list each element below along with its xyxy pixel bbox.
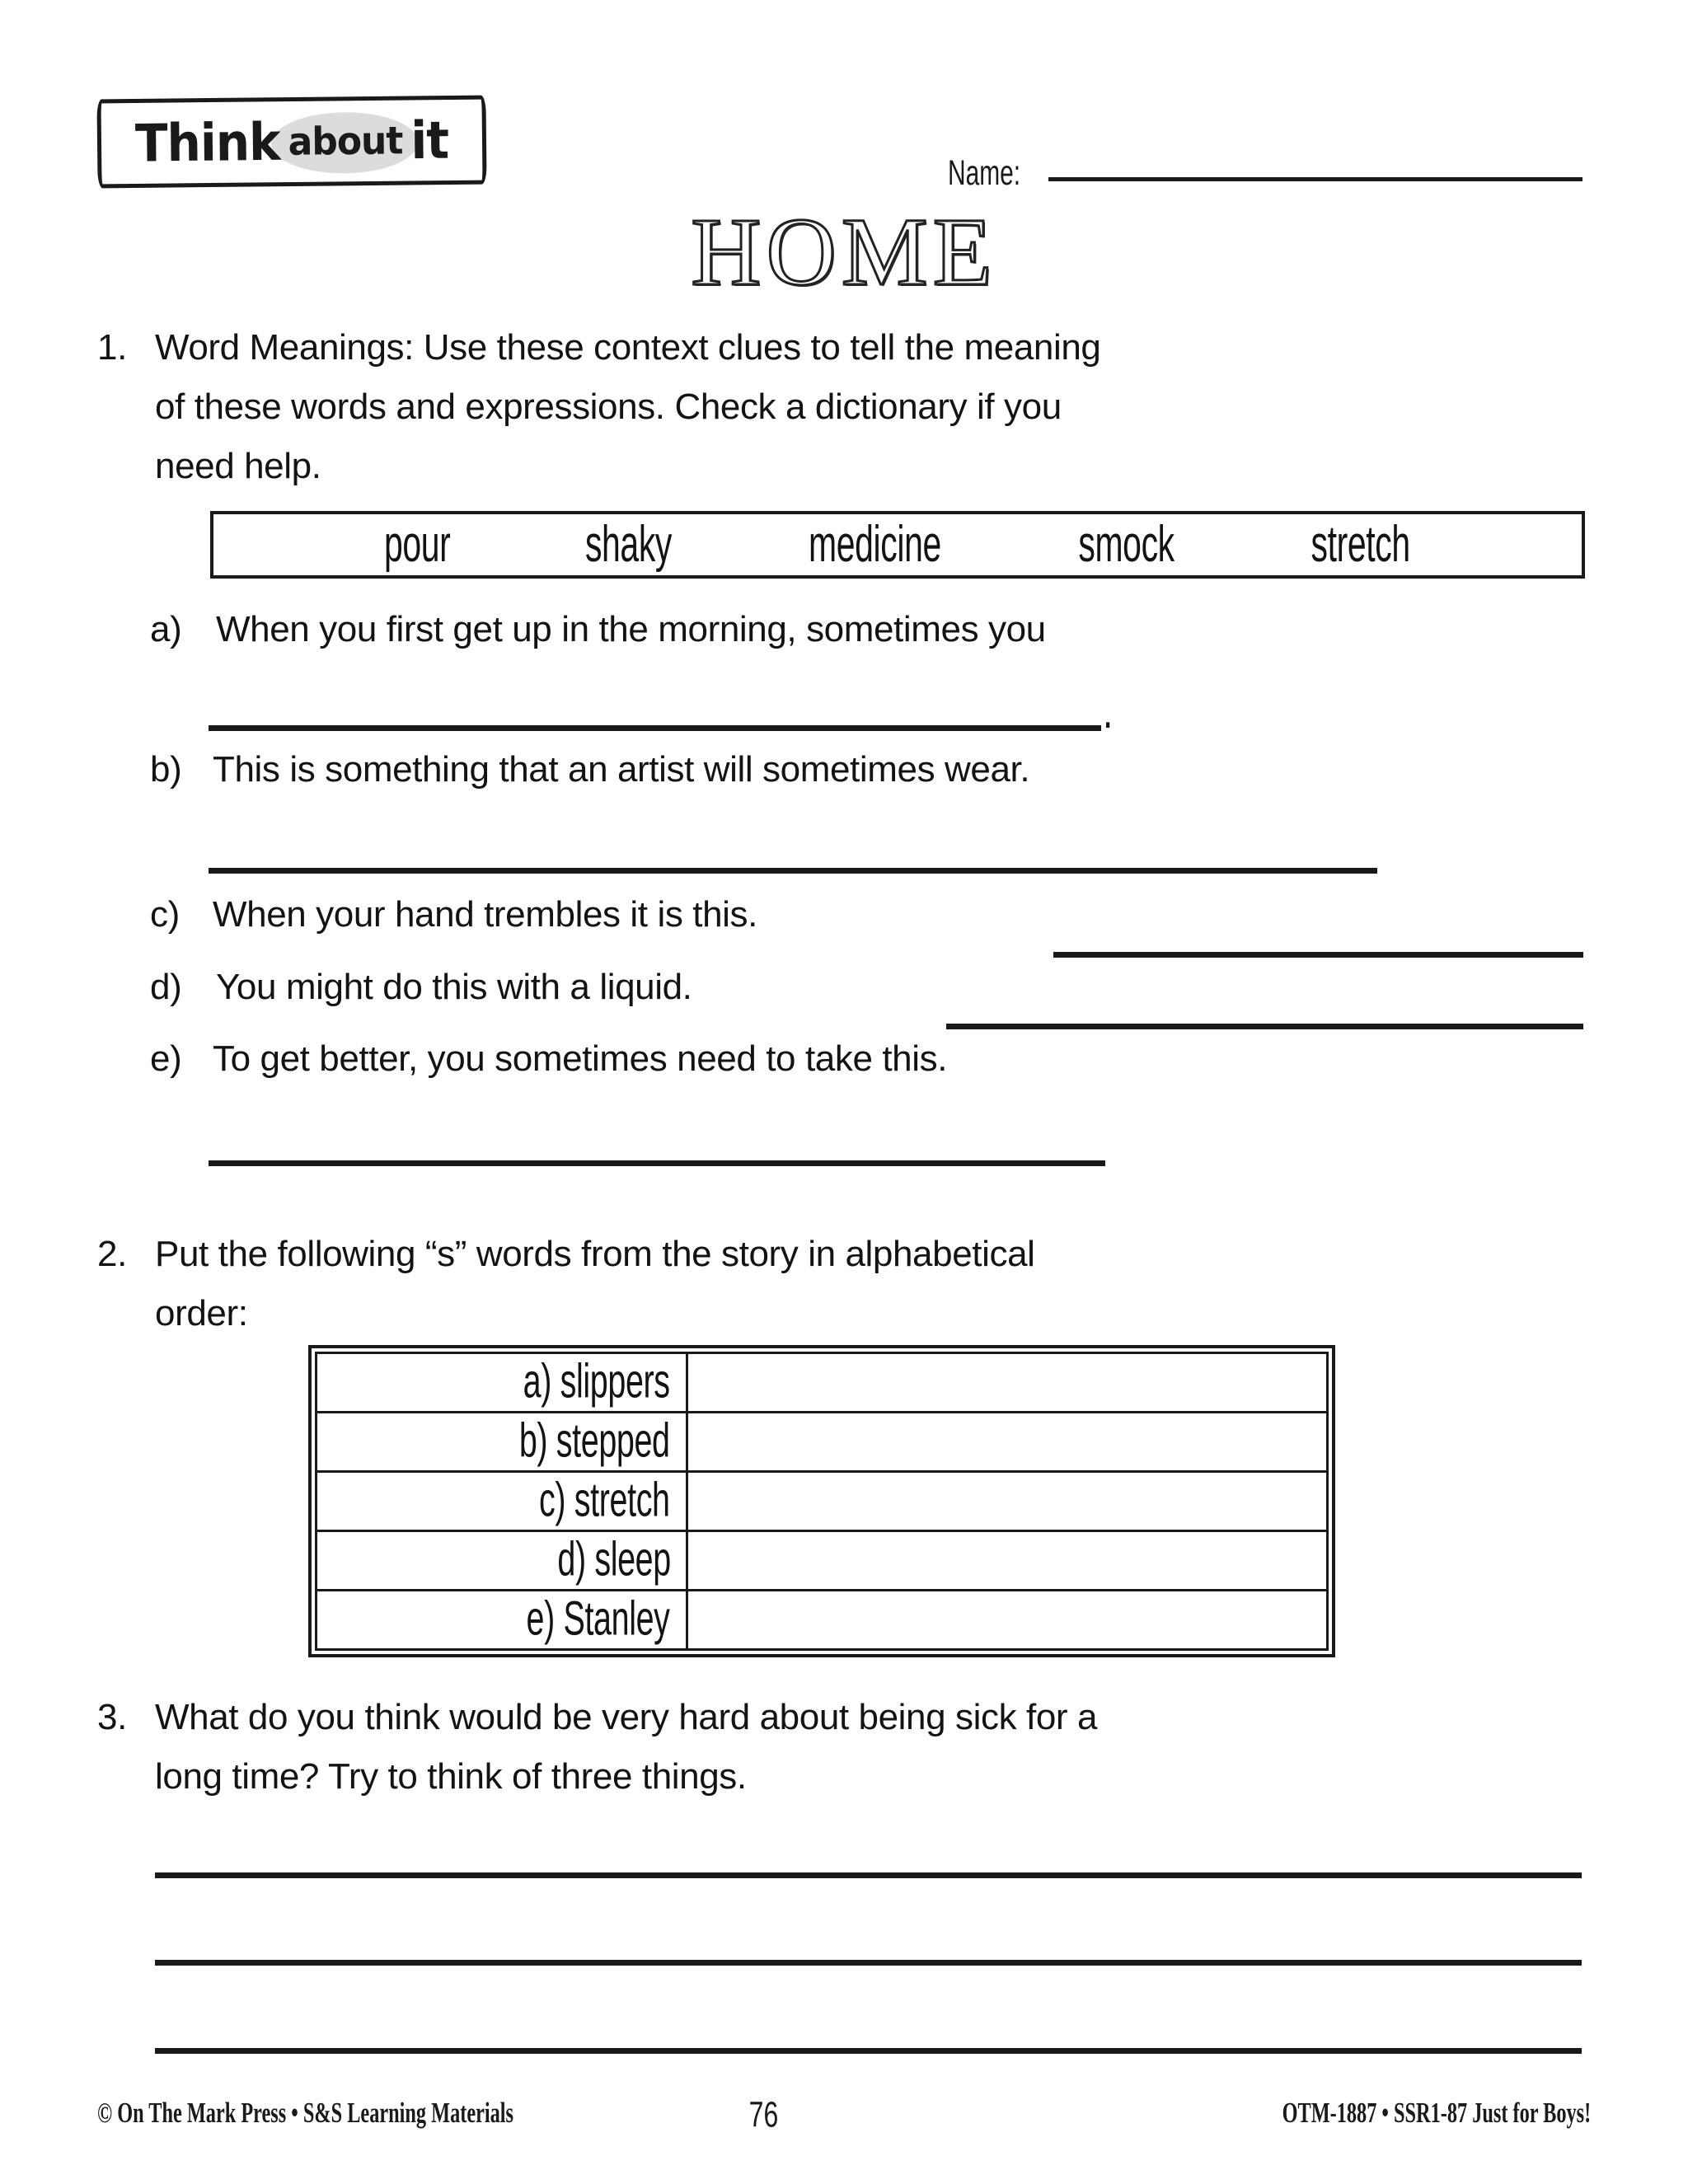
name-field-row [948, 153, 1582, 194]
table-row [316, 1591, 1328, 1650]
word-bank-item: medicine [809, 515, 941, 574]
question-1-item-d-text: You might do this with a liquid. [216, 967, 692, 1007]
table-row [316, 1353, 1328, 1413]
question-1-item-e-text: To get better, you sometimes need to take this. [213, 1038, 948, 1079]
badge-word-about: about [288, 118, 403, 164]
table-cell-answer[interactable] [687, 1591, 1328, 1650]
word-bank-item: pour [384, 515, 451, 574]
footer-copyright: © On The Mark Press • S&S Learning Materials [97, 2096, 514, 2129]
question-1-item-e-answer-line[interactable] [209, 1160, 1105, 1166]
table-cell-answer[interactable] [687, 1353, 1328, 1413]
question-1-item-c-answer-line[interactable] [1053, 952, 1583, 958]
question-3-prompt-line-1: What do you think would be very hard about being sick for a [155, 1697, 1098, 1737]
question-1-item-c-label: c) [150, 894, 180, 935]
word-bank-box [210, 511, 1585, 579]
question-1-item-d-answer-line[interactable] [946, 1024, 1583, 1029]
name-label: Name: [948, 153, 1021, 193]
question-1-prompt-line-1: Word Meanings: Use these context clues to tell the meaning [155, 327, 1101, 368]
word-bank-item: smock [1078, 515, 1175, 574]
question-3-prompt-line-2: long time? Try to think of three things. [155, 1756, 747, 1797]
question-1-item-a-label: a) [150, 609, 182, 649]
table-cell-answer[interactable] [687, 1413, 1328, 1472]
question-1-item-a-answer-line[interactable] [209, 725, 1101, 731]
question-1-item-b-text: This is something that an artist will sometimes wear. [213, 749, 1030, 790]
question-1-item-b-answer-line[interactable] [209, 868, 1377, 874]
badge-word-think: Think [134, 111, 280, 174]
table-cell-answer[interactable] [687, 1531, 1328, 1591]
table-cell-word: a) slippers [316, 1353, 687, 1413]
word-bank-item: shaky [584, 515, 672, 574]
question-1-item-d-label: d) [150, 967, 182, 1007]
alphabetical-order-table [308, 1345, 1335, 1657]
name-input-line[interactable] [1048, 177, 1582, 181]
table-cell-word: d) sleep [316, 1531, 687, 1591]
question-2-prompt-line-1: Put the following “s” words from the story in alphabetical [155, 1234, 1035, 1274]
table-row [316, 1531, 1328, 1591]
question-3-answer-line-3[interactable] [155, 2048, 1582, 2054]
table-row [316, 1472, 1328, 1531]
question-3-number: 3. [97, 1697, 127, 1737]
think-about-it-badge [96, 96, 486, 189]
page-title: HOME [691, 198, 997, 306]
question-3-answer-line-2[interactable] [155, 1960, 1582, 1966]
table-row [316, 1413, 1328, 1472]
question-1-item-a-period: . [1103, 682, 1114, 740]
question-3-answer-line-1[interactable] [155, 1872, 1582, 1878]
question-2-number: 2. [97, 1234, 127, 1274]
footer-page-number: 76 [748, 2094, 779, 2135]
question-1-prompt-line-2: of these words and expressions. Check a dictionary if you [155, 387, 1062, 427]
question-2-prompt-line-2: order: [155, 1293, 248, 1333]
page-footer [97, 2094, 1591, 2135]
table-cell-word: b) stepped [316, 1413, 687, 1472]
question-1-item-a-text: When you first get up in the morning, sometimes you [216, 609, 1046, 649]
question-1-item-c-text: When your hand trembles it is this. [213, 894, 757, 935]
word-bank-item: stretch [1311, 515, 1410, 574]
footer-product-code: OTM-1887 • SSR1-87 Just for Boys! [1282, 2096, 1591, 2129]
question-1-item-e-label: e) [150, 1038, 182, 1079]
table-cell-word: e) Stanley [316, 1591, 687, 1650]
table-cell-word: c) stretch [316, 1472, 687, 1531]
question-1-number: 1. [97, 327, 127, 368]
question-1-item-b-label: b) [150, 749, 182, 790]
table-cell-answer[interactable] [687, 1472, 1328, 1531]
badge-word-it: it [410, 110, 449, 171]
question-1-prompt-line-3: need help. [155, 446, 321, 486]
